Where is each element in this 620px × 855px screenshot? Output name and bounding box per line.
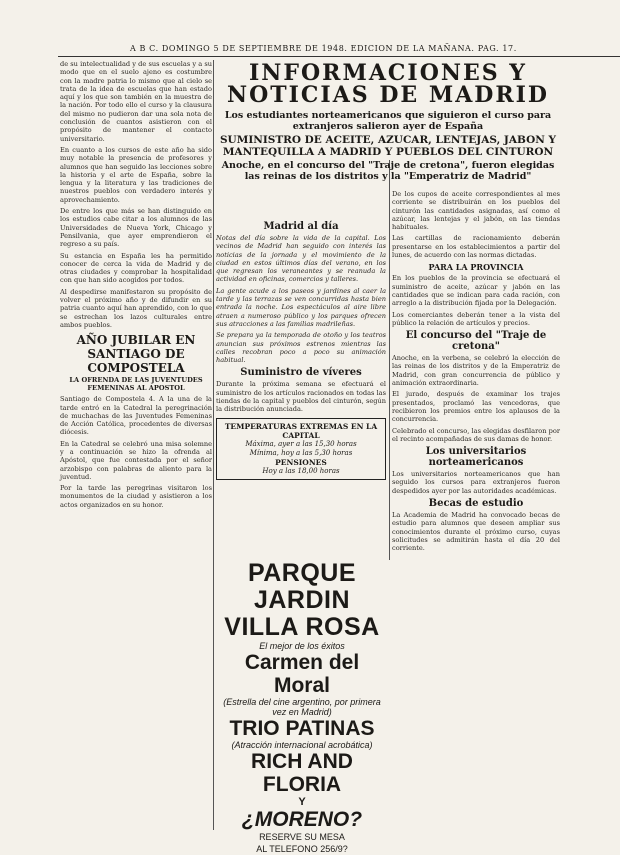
article-body: Durante la próxima semana se efectuará el suministro de los artículos racionados en todas las tiendas de la capital y pueblos del cinturón, según la distribución anunciada. <box>216 380 386 414</box>
ad-line: (Atracción internacional acrobática) <box>231 740 373 750</box>
jubilee-subhead: LA OFRENDA DE LAS JUVENTUDES FEMENINAS AL APOSTOL <box>69 376 203 393</box>
ad-line: RICH AND FLORIA <box>251 750 353 796</box>
section-title: El concurso del "Traje de cretona" <box>405 330 547 353</box>
ad-line: Y <box>298 796 306 808</box>
article-body: Por la tarde las peregrinas visitaron los monumentos de la ciudad y asistieron a los actos organizados en su honor. <box>60 484 212 509</box>
temperature-min: Mínima, hoy a las 5,30 horas <box>249 448 353 457</box>
pensions-line: Hoy a las 18,00 horas <box>262 466 340 475</box>
article-body: En cuanto a los cursos de este año ha sido muy notable la presencia de profesores y alumnos que han seguido las lecciones sobre la historia y el arte de España, sobre la lengua y la literatura y las tradiciones de nuestros pueblos con verdadero interés y aprovechamiento. <box>60 145 212 204</box>
pensions-title: PENSIONES <box>275 457 327 467</box>
section-title: Suministro de víveres <box>240 367 362 379</box>
ad-line: (Estrella del cine argentino, por primera vez en Madrid) <box>223 697 381 717</box>
ad-line: Carmen del Moral <box>244 651 360 697</box>
article-body: Los comerciantes deberán tener a la vista del público la relación de artículos y precios. <box>392 310 560 327</box>
ad-line: TRIO PATINAS <box>229 717 375 740</box>
section-title: Los universitarios norteamericanos <box>425 446 527 469</box>
jubilee-headline: AÑO JUBILAR EN SANTIAGO DE COMPOSTELA <box>76 333 196 376</box>
header-rule <box>58 56 620 57</box>
column-divider <box>213 60 214 830</box>
right-column <box>392 190 560 835</box>
ad-line: ¿MORENO? <box>241 808 363 831</box>
section-title: Becas de estudio <box>428 498 524 510</box>
article-body: La gente acude a los paseos y jardines al caer la tarde y las terrazas se ven concurridas hasta bien entrada la noche. Los espectáculos al aire libre atraen a numeroso público y los parques ofrecen sus atracciones a las familias madrileñas. <box>216 286 386 328</box>
ad-line: El mejor de los éxitos <box>259 641 345 651</box>
article-body: El jurado, después de examinar los trajes presentados, proclamó las vencedoras, que recibieron los premios entre los aplausos de la concurrencia. <box>392 390 560 424</box>
article-body: Su estancia en España les ha permitido conocer de cerca la vida de Madrid y de otras ciudades y comprobar la hospitalidad con que han sido acogidos por todos. <box>60 251 212 285</box>
article-body: Se prepara ya la temporada de otoño y los teatros anuncian sus próximos estrenos mientras las calles recobran poco a poco su animación habitual. <box>216 331 386 365</box>
article-body: Notas del día sobre la vida de la capital. Los vecinos de Madrid han seguido con interés las noticias de la jornada y el movimiento de la ciudad en estos últimos días del verano, en los que regresan los veraneantes y se reanuda la actividad en oficinas, comercios y talleres. <box>216 234 386 284</box>
article-body: En la Catedral se celebró una misa solemne y a continuación se hizo la ofrenda al Apóstol, que fue contestada por el señor arzobispo con palabras de aliento para la juventud. <box>60 439 212 481</box>
section-title: Madrid al día <box>263 221 339 232</box>
article-body: De los cupos de aceite correspondientes al mes corriente se distribuirán en los pueblos del cinturón las cantidades asignadas, así como el azúcar, las lentejas y el jabón, en las tiendas habituales. <box>392 190 560 232</box>
section-title: PARA LA PROVINCIA <box>428 262 524 273</box>
article-body: de su intelectualidad y de sus escuelas y a su modo que en el suelo ajeno es costumbre con la madre patria lo mismo que al cielo se trata de la idea de escuelas que han estado aquí y los que son también en la muestra de la nación. Por todo ello el curso y la clausura del mismo no pudieron dar una sola nota de conclusión de cuantos asistieron con el propósito de mantener el contacto universitario. <box>60 60 212 143</box>
madrid-al-dia-column <box>216 218 386 558</box>
page-header: A B C. DOMINGO 5 DE SEPTIEMBRE DE 1948. EDICION DE LA MAÑANA. PAG. 17. <box>130 44 517 53</box>
students-headline: Los estudiantes norteamericanos que siguieron el curso para extranjeros salieron ayer de España <box>224 110 552 132</box>
column-divider <box>389 160 390 560</box>
left-column <box>60 60 212 835</box>
article-body: En los pueblos de la provincia se efectuará el suministro de aceite, azúcar y jabón en las cantidades que se indican para cada ración, con arreglo a la distribución fijada por la Delegación. <box>392 274 560 308</box>
supply-headline: SUMINISTRO DE ACEITE, AZUCAR, LENTEJAS, JABON Y MANTEQUILLA A MADRID Y PUEBLOS DEL CINTURON <box>219 134 557 158</box>
article-body: De entre los que más se han distinguido en los estudios cabe citar a los alumnos de las Universidades de Nueva York, Chicago y Pensilvania, que ayer emprendieron el regreso a su país. <box>60 207 212 249</box>
ad-line: PARQUE JARDIN <box>247 559 357 614</box>
temperature-title: TEMPERATURAS EXTREMAS EN LA CAPITAL <box>224 421 378 440</box>
article-body: Anoche, en la verbena, se celebró la elección de las reinas de los distritos y de la Emperatriz de Madrid, con gran concurrencia de público y animación extraordinaria. <box>392 354 560 388</box>
ad-line: RESERVE SU MESA <box>259 832 345 842</box>
article-body: Los universitarios norteamericanos que han seguido los cursos para extranjeros fueron despedidos ayer por las autoridades académicas. <box>392 470 560 495</box>
section-masthead: INFORMACIONES Y NOTICIAS DE MADRID <box>226 60 549 108</box>
ad-line: AL TELEFONO 256/9? <box>256 844 348 854</box>
article-body: Santiago de Compostela 4. A la una de la tarde entró en la Catedral la peregrinación de muchachas de las Juventudes Femeninas de Acción Católica, procedentes de diversas diócesis. <box>60 395 212 437</box>
article-body: Al despedirse manifestaron su propósito de volver el próximo año y de difundir en su patria cuanto aquí han aprendido, con lo que se estrechan los lazos culturales entre ambos pueblos. <box>60 287 212 329</box>
contest-headline: Anoche, en el concurso del "Traje de cretona", fueron elegidas las reinas de los distritos y la "Emperatriz de Madrid" <box>221 160 555 182</box>
ad-line: VILLA ROSA <box>224 613 380 641</box>
temperature-box <box>216 418 386 480</box>
villa-rosa-advertisement <box>216 559 388 854</box>
article-body: Las cartillas de racionamiento deberán presentarse en los establecimientos a partir del lunes, de acuerdo con las normas dictadas. <box>392 234 560 260</box>
article-body: La Academia de Madrid ha convocado becas de estudio para alumnos que deseen ampliar sus conocimientos durante el próximo curso, cuyas solicitudes se admitirán hasta el día 20 del corriente. <box>392 511 560 553</box>
temperature-max: Máxima, ayer a las 15,30 horas <box>245 439 357 448</box>
article-body: Celebrado el concurso, las elegidas desfilaron por el recinto acompañadas de sus damas de honor. <box>392 426 560 443</box>
